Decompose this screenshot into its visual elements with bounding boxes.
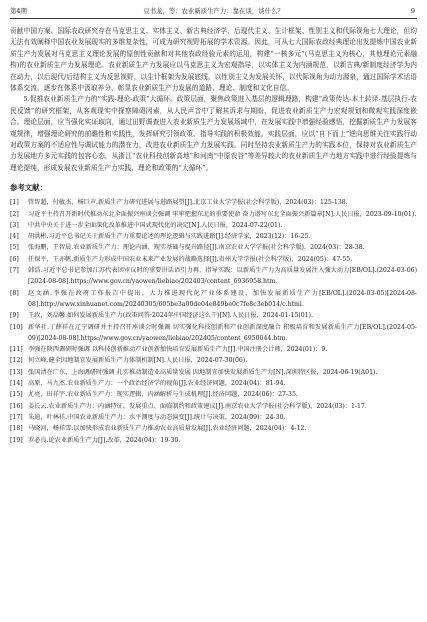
- reference-text: 管智超，付敏杰，杨巨声.新质生产力研究进展与进路展望[J].北京工业大学学报(社会科学版)，2024(03)：125-138.: [28, 199, 348, 207]
- reference-item: [10, 242, 417, 253]
- reference-text: 习近平主持召开新时代推动东北全面振兴座谈会强调 牢牢把握东北的重要使命 奋力谱写东北全面振兴新篇章[N].人民日报，2023-09-10(01).: [28, 210, 417, 218]
- reference-text: 赵文涵.李强在政府工作报告中提出，大力推进现代化产业体系建设，加快发展新质生产力[EB/OL].(2024-03-05)[2024-08-08].http://www.xinhuanet.com/20240305/605be3a00de04e849be0c7fe8c3eb014/c.html.: [28, 289, 417, 308]
- reference-number: [4]: [10, 233, 19, 241]
- reference-number: [18]: [10, 425, 23, 433]
- reference-item: [10, 220, 417, 231]
- reference-text: 朱迪，叶林祥.中国农业新质生产力：水平测度与动态演变[J].统计与决策，2024(09)：24-30.: [28, 413, 286, 421]
- reference-text: 张海鹏，王智晨.农业新质生产力：理论内涵、现实基础与提升路径[J].南京农业大学学报(社会科学版)，2024(03)：28-38.: [28, 244, 365, 252]
- reference-number: [11]: [10, 346, 23, 354]
- reference-number: [2]: [10, 210, 19, 218]
- reference-text: 马晓河，杨祥雪.以加快形成农业新质生产力推动农业高质量发展[J].农业经济问题，2024(04)：4-12.: [28, 425, 307, 433]
- reference-item: [10, 209, 417, 220]
- reference-item: [10, 322, 417, 345]
- reference-text: 中共中央关于进一步全面深化改革推进中国式现代化的决定[N].人民日报，2024-07-22(01).: [28, 221, 283, 229]
- reference-number: [1]: [10, 199, 19, 207]
- reference-item: [10, 288, 417, 311]
- reference-number: [13]: [10, 368, 23, 376]
- running-title: 豆书龙，等：农业新质生产力：靠在谈，谈什么？: [143, 7, 284, 15]
- reference-text: 高原，马九杰.农业新质生产力：一个政治经济学的视角[J].农业经济问题，2024(04)：81-94.: [28, 380, 286, 388]
- reference-item: [10, 197, 417, 208]
- references-heading: 参考文献：: [10, 183, 47, 193]
- reference-text: 何立峰.健全因地制宜发展新质生产力体制机制[N].人民日报，2024-07-30(06).: [28, 357, 248, 365]
- reference-item: [10, 435, 417, 446]
- issue-number: 第4期: [10, 7, 27, 15]
- reference-item: [10, 423, 417, 434]
- reference-number: [12]: [10, 357, 23, 365]
- reference-number: [9]: [10, 312, 19, 320]
- reference-number: [19]: [10, 436, 23, 444]
- reference-number: [14]: [10, 380, 23, 388]
- reference-list: [10, 197, 417, 446]
- reference-item: [10, 367, 417, 378]
- reference-item: [10, 401, 417, 412]
- body-paragraph: 贡献中国方案。国际农政研究存在马克思主义、实体主义、新古典经济学、后现代主义、生计框架、性别主义和代际视角七大理论，但均无法有效阐释中国农业发展现实的多维复杂性，可成为研究视野拓展的学术资源。因此，可从七大国际农政经典理论出发提炼中国农业新质生产力发展对马克思主义理论发展的原创性贡献和对其他农政经验元素的运用，构建“一核多元”(马克思主义为核心，其他理论元素融构)的农业新质生产力发展理论。农业新质生产力发展应以马克思主义为宏观指导，以实体主义为内涵规范，以新古典/新制度经济学为内在动力，以后现代/后结构主义为反思视野，以生计框架为发展底线，以性别主义为发展关怀，以代际视角为动力源泉，通过国际学术话语体系交流，逐步在体系中汲取养分，彰显农业新质生产力发展的道路、理论、制度和文化自信。: [10, 27, 417, 93]
- reference-number: [10]: [10, 323, 23, 331]
- reference-item: [10, 412, 417, 423]
- reference-text: 王政，刘晶馨.如何发展新质生产力(政策问答·2024年中国经济这么干)[N].人民日报，2024-01-15(01).: [28, 312, 314, 320]
- reference-number: [8]: [10, 289, 19, 297]
- reference-text: 张国清在广东、上海调研时强调 扎实推动制造业高质量发展 因地制宜加快发展新质生产力[N].深圳特区报，2024-06-19(A01).: [28, 368, 378, 376]
- reference-item: [10, 344, 417, 355]
- reference-item: [10, 310, 417, 321]
- reference-item: [10, 265, 417, 288]
- reference-text: 韩浩.习近平总书记参加江苏代表团审议时的重要讲话语引力再，指导实践：以新质生产力为高质量发展注入强大动力[EB/OL].(2024-03-06)[2024-08-08].https://www.gov.cn/yaowen/liebiao/202403/content_6936958.htm.: [28, 267, 417, 286]
- reference-number: [5]: [10, 244, 19, 252]
- reference-item: [10, 378, 417, 389]
- reference-number: [6]: [10, 255, 19, 263]
- reference-text: 任保平，王亦帆.新质生产力形成中国农业未来产业发展的战略选择[J].贵州大学学报(社会科学版)，2024(05)：47-55.: [28, 255, 353, 263]
- running-header: [10, 4, 417, 19]
- page-number: 9: [410, 7, 415, 15]
- reference-item: [10, 254, 417, 265]
- reference-text: 李强在陕西调研时强调 以科技创新推动产业创新加快培育发展新质生产力[J].中国注册会计师，2024(01)：9.: [28, 346, 328, 354]
- article-body: [10, 26, 417, 446]
- reference-item: [10, 231, 417, 242]
- reference-item: [10, 355, 417, 366]
- reference-text: 尤亮，田祥宇.农业新质生产力：现实逻辑、内涵解析与生成机理[J].经济问题，2024(06)：27-35.: [28, 391, 298, 399]
- reference-number: [16]: [10, 402, 23, 410]
- reference-text: 姜长云.农业新质生产力：内涵特征、发展重点、面临制约和政策建议[J].南京农业大学学报(社会科学版)，2024(03)：1-17.: [28, 402, 367, 410]
- reference-text: 新华社.丁薛祥在辽宁调研并主持召开座谈会时强调 切实强化科技创新和产业创新深度融合 积极培育和发展新质生产力[EB/OL].(2024-05-09)[2024-08-08].https://www.gov.cn/yaowen/liebiao/202405/content_6950044.htm.: [28, 323, 417, 342]
- reference-number: [3]: [10, 221, 19, 229]
- reference-number: [7]: [10, 267, 19, 275]
- body-paragraph: 5.促推农业新质生产力的“实践-理论-政策”大循环。政策层面，聚焦政策进入基层的逻辑理路，构建“政策传达-本土转译-基层执行-农民反馈”的研究框架，从客观现实中探察障碍因素，从人民声音中了解其诉求与期盼，促进农业新质生产力宏观规划和微观实践深度嵌合。理论层面，应当强化实证取向，通过田野调查进入农业新质生产力发展场域中，在发展实践中增强经验感悟，挖掘新质生产力发展客观规律，增强理论研究的前瞻性和实践性，发挥研究引领政策、指导实践的积极效能。实践层面，应以“自下而上”逆向思维关注实践行动对政策方案的不适应性与调试能力的潜在力，改进农业新质生产力发展实践。同时坚持农业新质生产力的实践本位，保持对农业新质生产力发展地方多元实践的包容心态，从浙江“农业科技创新高地”和河南“中原农谷”等差异较大的农业新质生产力地方实践中进行经验提炼与理论提纯，形成发展农业新质生产力实践、理论和政策的“大循环”。: [10, 95, 417, 172]
- reference-number: [17]: [10, 413, 23, 421]
- reference-text: 胡洪彬.习近平总书记关于新质生产力重要论述的理论逻辑与实践进路[J].经济学家，2023(12)：16-25.: [28, 233, 311, 241]
- reference-number: [15]: [10, 391, 23, 399]
- reference-item: [10, 389, 417, 400]
- reference-text: 罗必良.论农业新质生产力[J].改革，2024(04)：19-30.: [28, 436, 181, 444]
